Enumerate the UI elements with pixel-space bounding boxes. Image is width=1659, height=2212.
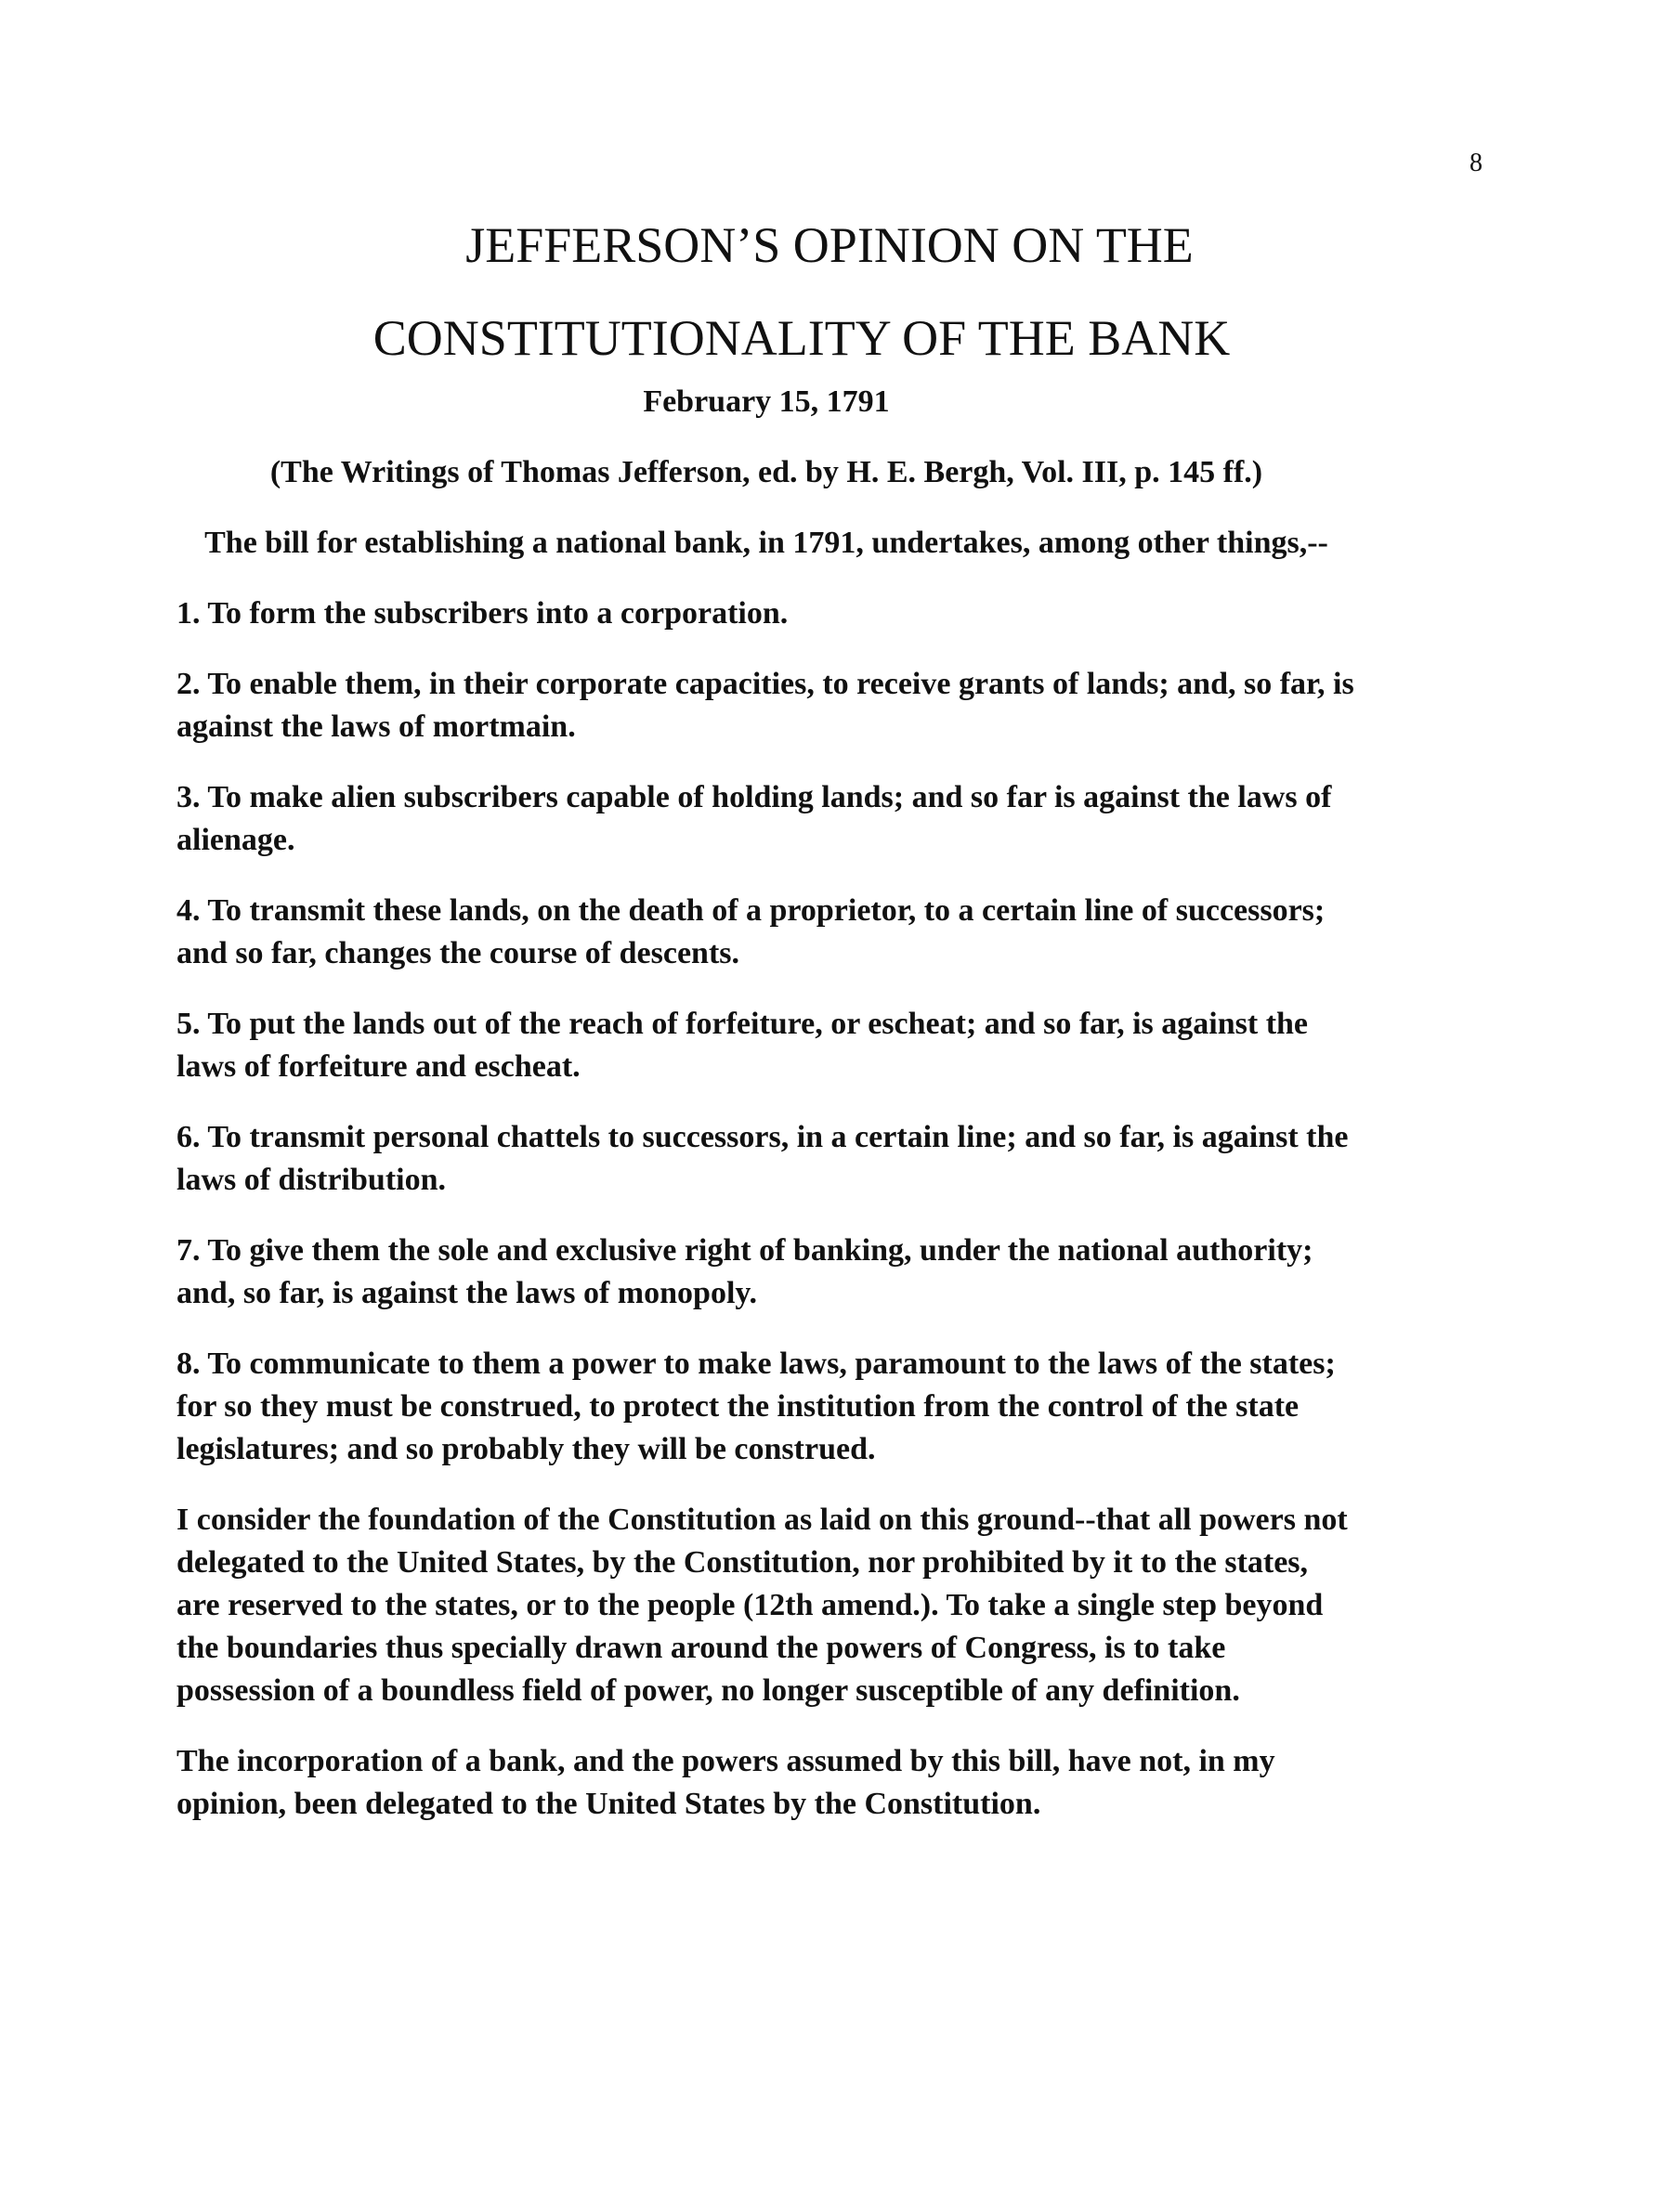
intro-text: The bill for establishing a national bank, in 1791, undertakes, among other things,-- bbox=[204, 526, 1328, 560]
document-body bbox=[176, 381, 1356, 1854]
page-number: 8 bbox=[1470, 149, 1483, 177]
source-citation: (The Writings of Thomas Jefferson, ed. by H. E. Bergh, Vol. III, p. 145 ff.) bbox=[269, 455, 1263, 489]
list-item: 7. To give them the sole and exclusive right of banking, under the national authority; and, so far, is against the laws of monopoly. bbox=[176, 1233, 1313, 1310]
title-line-2: CONSTITUTIONALITY OF THE BANK bbox=[372, 310, 1231, 366]
list-item: 3. To make alien subscribers capable of holding lands; and so far is against the laws of alienage. bbox=[176, 780, 1332, 857]
body-paragraph: I consider the foundation of the Constitution as laid on this ground--that all powers not delegated to the United States, by the Constitution, nor prohibited by it to the states, are reserved to the states, or to the people (12th amend.). To take a single step beyond the boundaries thus specially drawn around the powers of Congress, is to take possession of a boundless field of power, no longer susceptible of any definition. bbox=[176, 1503, 1348, 1708]
document-date: February 15, 1791 bbox=[643, 384, 890, 419]
list-item: 8. To communicate to them a power to make laws, paramount to the laws of the states; for so they must be construed, to protect the institution from the control of the state legislatures; and so probably they will be construed. bbox=[176, 1347, 1336, 1466]
list-item: 1. To form the subscribers into a corporation. bbox=[176, 596, 789, 631]
list-item: 5. To put the lands out of the reach of forfeiture, or escheat; and so far, is against the laws of forfeiture and escheat. bbox=[176, 1007, 1309, 1084]
list-item: 6. To transmit personal chattels to successors, in a certain line; and so far, is against the laws of distribution. bbox=[176, 1120, 1349, 1197]
document-title bbox=[0, 199, 1659, 384]
list-item: 4. To transmit these lands, on the death of a proprietor, to a certain line of successors; and so far, changes the course of descents. bbox=[176, 893, 1326, 970]
bill-items-list bbox=[176, 592, 1356, 1471]
list-item: 2. To enable them, in their corporate capacities, to receive grants of lands; and, so far, is against the laws of mortmain. bbox=[176, 667, 1354, 744]
title-line-1: JEFFERSON’S OPINION ON THE bbox=[465, 217, 1194, 273]
body-paragraph: The incorporation of a bank, and the powers assumed by this bill, have not, in my opinion, been delegated to the United States by the Constitution. bbox=[176, 1744, 1275, 1821]
